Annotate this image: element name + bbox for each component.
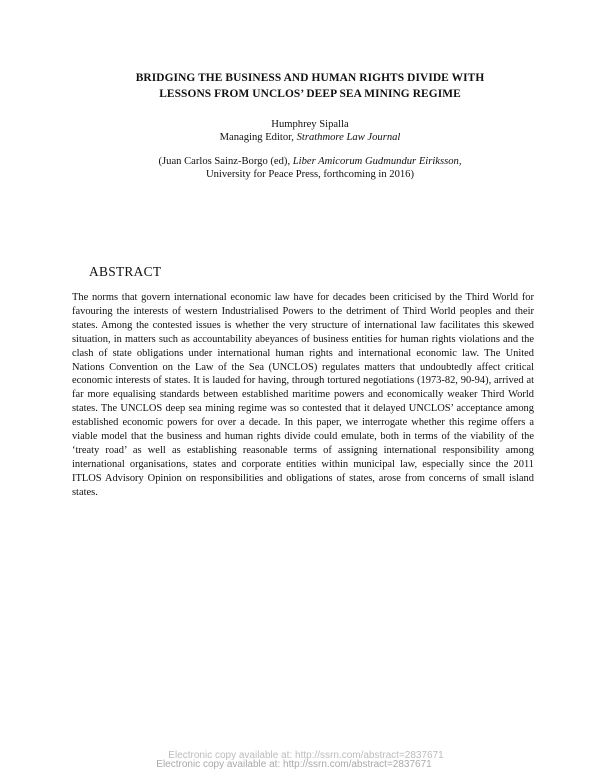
abstract-body: The norms that govern international economic law have for decades been criticised by the Third World for favouring the interests of western Industrialised Powers to the detriment of Third World peoples and their states. Among the contested issues is whether the very structure of international law facilitates this skewed situation, in matters such as accountability abeyances of business entities for human rights violations and the clash of state obligations under international human rights and international economic law. The United Nations Convention on the Law of the Sea (UNCLOS) regulates matters that undoubtedly affect critical economic interests of states. It is lauded for having, through tortured negotiations (1973-82, 90-94), arrived at far more equalising standards between established maritime powers and economically weaker Third World states. The UNCLOS deep sea mining regime was so contested that it delayed UNCLOS’ acceptance among established economic powers for over a decade. In this paper, we interrogate whether this regime offers a viable model that the business and human rights divide could emulate, both in terms of the viability of the ‘treaty road’ as well as establishing reasonable terms of assigning international responsibility among international organisations, states and corporate entities within municipal law, especially since the 2011 ITLOS Advisory Opinion on responsibilities and obligations of states, arose from concerns of small island states.	[72, 292, 534, 498]
author-block	[100, 118, 520, 144]
paper-title-line-1: BRIDGING THE BUSINESS AND HUMAN RIGHTS DIVIDE WITH	[135, 72, 485, 84]
abstract-heading: ABSTRACT	[89, 264, 162, 279]
author-role: Managing Editor,	[219, 132, 297, 143]
publication-line-1	[80, 155, 540, 168]
publication-book-title: Liber Amicorum Gudmundur Eiriksson,	[292, 156, 462, 167]
paper-title-line-2: LESSONS FROM UNCLOS’ DEEP SEA MINING REGIME	[159, 88, 461, 100]
author-journal: Strathmore Law Journal	[296, 132, 401, 143]
author-name: Humphrey Sipalla	[271, 119, 349, 130]
ssrn-watermark-1: Electronic copy available at: http://ssrn.com/abstract=2837671	[168, 750, 444, 761]
publication-note	[80, 155, 540, 181]
publication-line-2: University for Peace Press, forthcoming in 2016)	[205, 169, 414, 180]
publication-editor: (Juan Carlos Sainz-Borgo (ed),	[158, 156, 293, 167]
paper-title	[60, 70, 560, 102]
author-affiliation	[100, 131, 520, 144]
ssrn-watermark-2: Electronic copy available at: http://ssrn.com/abstract=2837671	[156, 759, 432, 770]
